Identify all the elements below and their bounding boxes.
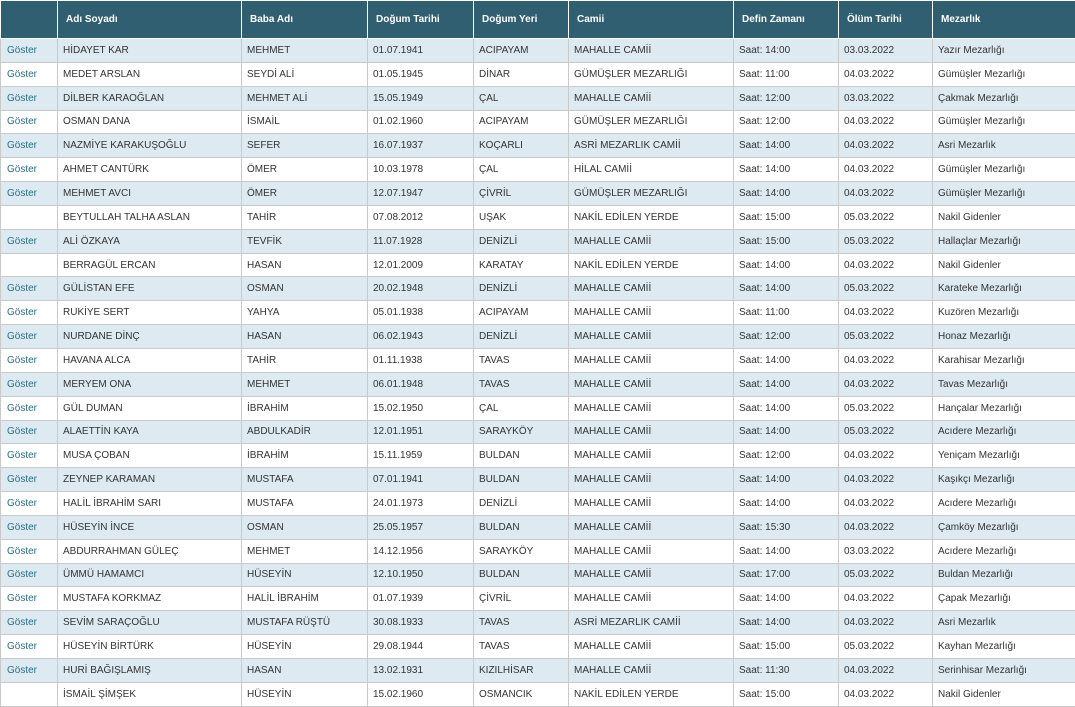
cell-birth-date: 29.08.1944 xyxy=(368,635,474,659)
table-row xyxy=(1,134,1075,158)
table-row xyxy=(1,420,1075,444)
cell-birth-place: ACIPAYAM xyxy=(474,110,569,134)
cell-mosque: MAHALLE CAMİİ xyxy=(569,587,734,611)
cell-birth-place: BULDAN xyxy=(474,444,569,468)
cell-birth-place: DİNAR xyxy=(474,62,569,86)
cell-cemetery: Serinhisar Mezarlığı xyxy=(933,658,1075,682)
cell-mosque: GÜMÜŞLER MEZARLIĞI xyxy=(569,62,734,86)
cell-cemetery: Kuzören Mezarlığı xyxy=(933,301,1075,325)
cell-cemetery: Gümüşler Mezarlığı xyxy=(933,62,1075,86)
table-row xyxy=(1,110,1075,134)
cell-birth-place: ÇİVRİL xyxy=(474,182,569,206)
show-button[interactable]: Göster xyxy=(1,110,58,134)
table-row xyxy=(1,62,1075,86)
cell-cemetery: Buldan Mezarlığı xyxy=(933,563,1075,587)
cell-birth-date: 13.02.1931 xyxy=(368,658,474,682)
cell-birth-date: 01.02.1960 xyxy=(368,110,474,134)
cell-burial-time: Saat: 14:00 xyxy=(734,372,839,396)
cell-death-date: 03.03.2022 xyxy=(839,86,933,110)
cell-cemetery: Nakil Gidenler xyxy=(933,205,1075,229)
cell-death-date: 04.03.2022 xyxy=(839,182,933,206)
cell-mosque: ASRİ MEZARLIK CAMİİ xyxy=(569,611,734,635)
cell-mosque: MAHALLE CAMİİ xyxy=(569,563,734,587)
table-row xyxy=(1,158,1075,182)
show-button[interactable]: Göster xyxy=(1,348,58,372)
table-row xyxy=(1,39,1075,63)
cell-birth-place: KOÇARLI xyxy=(474,134,569,158)
cell-birth-date: 24.01.1973 xyxy=(368,492,474,516)
show-button[interactable]: Göster xyxy=(1,539,58,563)
cell-mosque: MAHALLE CAMİİ xyxy=(569,396,734,420)
cell-mosque: MAHALLE CAMİİ xyxy=(569,277,734,301)
cell-death-date: 05.03.2022 xyxy=(839,205,933,229)
cell-birth-place: DENİZLİ xyxy=(474,325,569,349)
show-button[interactable]: Göster xyxy=(1,277,58,301)
cell-name: MERYEM ONA xyxy=(58,372,242,396)
cell-father-name: MUSTAFA xyxy=(242,492,368,516)
cell-death-date: 04.03.2022 xyxy=(839,348,933,372)
cell-cemetery: Acıdere Mezarlığı xyxy=(933,539,1075,563)
cell-birth-date: 06.01.1948 xyxy=(368,372,474,396)
cell-death-date: 05.03.2022 xyxy=(839,420,933,444)
cell-death-date: 04.03.2022 xyxy=(839,110,933,134)
cell-name: ALAETTİN KAYA xyxy=(58,420,242,444)
cell-burial-time: Saat: 14:00 xyxy=(734,39,839,63)
cell-burial-time: Saat: 17:00 xyxy=(734,563,839,587)
cell-mosque: GÜMÜŞLER MEZARLIĞI xyxy=(569,182,734,206)
cell-name: HALİL İBRAHİM SARI xyxy=(58,492,242,516)
cell-name: ALİ ÖZKAYA xyxy=(58,229,242,253)
cell-birth-date: 15.05.1949 xyxy=(368,86,474,110)
cell-birth-place: SARAYKÖY xyxy=(474,539,569,563)
cell-burial-time: Saat: 15:00 xyxy=(734,635,839,659)
show-button xyxy=(1,682,58,706)
cell-mosque: HİLAL CAMİİ xyxy=(569,158,734,182)
cell-name: GÜL DUMAN xyxy=(58,396,242,420)
cell-birth-date: 01.07.1939 xyxy=(368,587,474,611)
column-header-name[interactable]: Adı Soyadı xyxy=(58,1,242,39)
cell-birth-date: 12.10.1950 xyxy=(368,563,474,587)
show-button[interactable]: Göster xyxy=(1,372,58,396)
cell-birth-place: TAVAS xyxy=(474,372,569,396)
cell-burial-time: Saat: 12:00 xyxy=(734,325,839,349)
table-row xyxy=(1,587,1075,611)
show-button[interactable]: Göster xyxy=(1,396,58,420)
cell-burial-time: Saat: 14:00 xyxy=(734,396,839,420)
cell-birth-date: 05.01.1938 xyxy=(368,301,474,325)
cell-name: HİDAYET KAR xyxy=(58,39,242,63)
cell-birth-date: 12.07.1947 xyxy=(368,182,474,206)
cell-name: NAZMİYE KARAKUŞOĞLU xyxy=(58,134,242,158)
cell-father-name: MEHMET xyxy=(242,39,368,63)
show-button[interactable]: Göster xyxy=(1,325,58,349)
cell-birth-date: 25.05.1957 xyxy=(368,515,474,539)
cell-death-date: 05.03.2022 xyxy=(839,563,933,587)
cell-father-name: HASAN xyxy=(242,658,368,682)
cell-birth-date: 15.02.1950 xyxy=(368,396,474,420)
cell-birth-place: UŞAK xyxy=(474,205,569,229)
cell-birth-date: 12.01.1951 xyxy=(368,420,474,444)
show-button[interactable]: Göster xyxy=(1,420,58,444)
cell-name: SEVİM SARAÇOĞLU xyxy=(58,611,242,635)
cell-birth-date: 16.07.1937 xyxy=(368,134,474,158)
cell-name: MEDET ARSLAN xyxy=(58,62,242,86)
cell-burial-time: Saat: 12:00 xyxy=(734,110,839,134)
cell-mosque: MAHALLE CAMİİ xyxy=(569,492,734,516)
cell-birth-date: 12.01.2009 xyxy=(368,253,474,277)
cell-cemetery: Gümüşler Mezarlığı xyxy=(933,110,1075,134)
cell-death-date: 04.03.2022 xyxy=(839,611,933,635)
cell-birth-place: ACIPAYAM xyxy=(474,39,569,63)
cell-birth-date: 30.08.1933 xyxy=(368,611,474,635)
cell-birth-place: SARAYKÖY xyxy=(474,420,569,444)
cell-death-date: 05.03.2022 xyxy=(839,396,933,420)
cell-burial-time: Saat: 11:00 xyxy=(734,301,839,325)
cell-birth-date: 14.12.1956 xyxy=(368,539,474,563)
show-button[interactable]: Göster xyxy=(1,134,58,158)
table-row xyxy=(1,277,1075,301)
cell-birth-place: ACIPAYAM xyxy=(474,301,569,325)
table-row xyxy=(1,325,1075,349)
show-button[interactable]: Göster xyxy=(1,635,58,659)
show-button[interactable]: Göster xyxy=(1,444,58,468)
cell-father-name: ÖMER xyxy=(242,182,368,206)
cell-cemetery: Tavas Mezarlığı xyxy=(933,372,1075,396)
cell-birth-place: BULDAN xyxy=(474,563,569,587)
cell-name: İSMAİL ŞİMŞEK xyxy=(58,682,242,706)
cell-death-date: 04.03.2022 xyxy=(839,158,933,182)
table-row xyxy=(1,563,1075,587)
cell-cemetery: Kayhan Mezarlığı xyxy=(933,635,1075,659)
show-button xyxy=(1,205,58,229)
cell-birth-date: 07.08.2012 xyxy=(368,205,474,229)
cell-name: HÜSEYİN BİRTÜRK xyxy=(58,635,242,659)
cell-cemetery: Hallaçlar Mezarlığı xyxy=(933,229,1075,253)
cell-cemetery: Yeniçam Mezarlığı xyxy=(933,444,1075,468)
cell-burial-time: Saat: 14:00 xyxy=(734,158,839,182)
cell-burial-time: Saat: 12:00 xyxy=(734,86,839,110)
cell-birth-date: 15.11.1959 xyxy=(368,444,474,468)
cell-name: NURDANE DİNÇ xyxy=(58,325,242,349)
table-row xyxy=(1,182,1075,206)
cell-name: ABDURRAHMAN GÜLEÇ xyxy=(58,539,242,563)
cell-birth-date: 01.11.1938 xyxy=(368,348,474,372)
cell-death-date: 03.03.2022 xyxy=(839,539,933,563)
cell-name: HÜSEYİN İNCE xyxy=(58,515,242,539)
cell-birth-date: 01.05.1945 xyxy=(368,62,474,86)
cell-mosque: MAHALLE CAMİİ xyxy=(569,658,734,682)
cell-mosque: MAHALLE CAMİİ xyxy=(569,301,734,325)
cell-death-date: 05.03.2022 xyxy=(839,635,933,659)
cell-name: MUSTAFA KORKMAZ xyxy=(58,587,242,611)
cell-burial-time: Saat: 14:00 xyxy=(734,134,839,158)
cell-father-name: HASAN xyxy=(242,253,368,277)
cell-father-name: MUSTAFA RÜŞTÜ xyxy=(242,611,368,635)
cell-cemetery: Karahisar Mezarlığı xyxy=(933,348,1075,372)
cell-burial-time: Saat: 11:30 xyxy=(734,658,839,682)
table-header xyxy=(1,1,1075,39)
cell-birth-place: DENİZLİ xyxy=(474,492,569,516)
cell-burial-time: Saat: 14:00 xyxy=(734,587,839,611)
cell-birth-place: KARATAY xyxy=(474,253,569,277)
cell-father-name: HÜSEYİN xyxy=(242,563,368,587)
header-row xyxy=(1,1,1075,39)
table-row xyxy=(1,444,1075,468)
cell-mosque: MAHALLE CAMİİ xyxy=(569,515,734,539)
show-button[interactable]: Göster xyxy=(1,301,58,325)
cell-death-date: 04.03.2022 xyxy=(839,372,933,396)
cell-birth-place: OSMANCIK xyxy=(474,682,569,706)
cell-cemetery: Asri Mezarlık xyxy=(933,134,1075,158)
cell-name: ÜMMÜ HAMAMCI xyxy=(58,563,242,587)
table-row xyxy=(1,658,1075,682)
cell-death-date: 04.03.2022 xyxy=(839,587,933,611)
cell-birth-place: ÇAL xyxy=(474,396,569,420)
cell-death-date: 04.03.2022 xyxy=(839,444,933,468)
cell-birth-place: DENİZLİ xyxy=(474,277,569,301)
cell-birth-place: DENİZLİ xyxy=(474,229,569,253)
cell-mosque: MAHALLE CAMİİ xyxy=(569,635,734,659)
cell-mosque: MAHALLE CAMİİ xyxy=(569,444,734,468)
cell-father-name: İBRAHİM xyxy=(242,396,368,420)
show-button[interactable]: Göster xyxy=(1,468,58,492)
table-row xyxy=(1,611,1075,635)
cell-birth-date: 06.02.1943 xyxy=(368,325,474,349)
cell-mosque: NAKİL EDİLEN YERDE xyxy=(569,682,734,706)
table-row xyxy=(1,301,1075,325)
show-button[interactable]: Göster xyxy=(1,182,58,206)
cell-father-name: HALİL İBRAHİM xyxy=(242,587,368,611)
table-row xyxy=(1,515,1075,539)
cell-father-name: SEYDİ ALİ xyxy=(242,62,368,86)
table-row xyxy=(1,539,1075,563)
cell-name: MEHMET AVCI xyxy=(58,182,242,206)
cell-death-date: 04.03.2022 xyxy=(839,253,933,277)
cell-father-name: ÖMER xyxy=(242,158,368,182)
cell-burial-time: Saat: 15:30 xyxy=(734,515,839,539)
show-button[interactable]: Göster xyxy=(1,563,58,587)
cell-name: ZEYNEP KARAMAN xyxy=(58,468,242,492)
cell-mosque: MAHALLE CAMİİ xyxy=(569,229,734,253)
table-row xyxy=(1,86,1075,110)
cell-birth-date: 11.07.1928 xyxy=(368,229,474,253)
cell-mosque: MAHALLE CAMİİ xyxy=(569,372,734,396)
show-button[interactable]: Göster xyxy=(1,86,58,110)
show-button[interactable]: Göster xyxy=(1,39,58,63)
table-row xyxy=(1,468,1075,492)
show-button[interactable]: Göster xyxy=(1,611,58,635)
cell-father-name: MEHMET ALİ xyxy=(242,86,368,110)
cell-mosque: MAHALLE CAMİİ xyxy=(569,86,734,110)
cell-cemetery: Honaz Mezarlığı xyxy=(933,325,1075,349)
cell-burial-time: Saat: 14:00 xyxy=(734,420,839,444)
cell-father-name: OSMAN xyxy=(242,515,368,539)
table-row xyxy=(1,348,1075,372)
cell-burial-time: Saat: 14:00 xyxy=(734,611,839,635)
cell-birth-place: BULDAN xyxy=(474,468,569,492)
cell-cemetery: Yazır Mezarlığı xyxy=(933,39,1075,63)
cell-mosque: MAHALLE CAMİİ xyxy=(569,348,734,372)
cell-cemetery: Çakmak Mezarlığı xyxy=(933,86,1075,110)
cell-mosque: GÜMÜŞLER MEZARLIĞI xyxy=(569,110,734,134)
cell-birth-date: 01.07.1941 xyxy=(368,39,474,63)
column-header-death-date[interactable]: Ölüm Tarihi xyxy=(839,1,933,39)
cell-birth-date: 20.02.1948 xyxy=(368,277,474,301)
show-button[interactable]: Göster xyxy=(1,587,58,611)
table-row xyxy=(1,205,1075,229)
cell-birth-place: ÇİVRİL xyxy=(474,587,569,611)
table-row xyxy=(1,682,1075,706)
cell-death-date: 04.03.2022 xyxy=(839,301,933,325)
column-header-cemetery[interactable]: Mezarlık xyxy=(933,1,1075,39)
cell-father-name: MEHMET xyxy=(242,372,368,396)
cell-burial-time: Saat: 15:00 xyxy=(734,205,839,229)
cell-name: GÜLİSTAN EFE xyxy=(58,277,242,301)
cell-cemetery: Acıdere Mezarlığı xyxy=(933,420,1075,444)
cell-name: DİLBER KARAOĞLAN xyxy=(58,86,242,110)
cell-cemetery: Karateke Mezarlığı xyxy=(933,277,1075,301)
column-header-action xyxy=(1,1,58,39)
cell-mosque: MAHALLE CAMİİ xyxy=(569,468,734,492)
cell-mosque: MAHALLE CAMİİ xyxy=(569,420,734,444)
cell-name: OSMAN DANA xyxy=(58,110,242,134)
cell-burial-time: Saat: 14:00 xyxy=(734,492,839,516)
column-header-mosque[interactable]: Camii xyxy=(569,1,734,39)
table-row xyxy=(1,229,1075,253)
table-row xyxy=(1,372,1075,396)
cell-burial-time: Saat: 15:00 xyxy=(734,229,839,253)
cell-cemetery: Nakil Gidenler xyxy=(933,253,1075,277)
cell-mosque: MAHALLE CAMİİ xyxy=(569,325,734,349)
cell-father-name: İSMAİL xyxy=(242,110,368,134)
cell-birth-date: 07.01.1941 xyxy=(368,468,474,492)
cell-death-date: 04.03.2022 xyxy=(839,658,933,682)
cell-father-name: TAHİR xyxy=(242,205,368,229)
cell-mosque: NAKİL EDİLEN YERDE xyxy=(569,253,734,277)
table-row xyxy=(1,253,1075,277)
cell-name: BEYTULLAH TALHA ASLAN xyxy=(58,205,242,229)
cell-mosque: MAHALLE CAMİİ xyxy=(569,39,734,63)
cell-death-date: 04.03.2022 xyxy=(839,515,933,539)
table-row xyxy=(1,492,1075,516)
table-row xyxy=(1,635,1075,659)
cell-father-name: İBRAHİM xyxy=(242,444,368,468)
cell-father-name: SEFER xyxy=(242,134,368,158)
cell-cemetery: Asri Mezarlık xyxy=(933,611,1075,635)
cell-death-date: 04.03.2022 xyxy=(839,62,933,86)
cell-birth-place: BULDAN xyxy=(474,515,569,539)
cell-name: AHMET CANTÜRK xyxy=(58,158,242,182)
cell-death-date: 04.03.2022 xyxy=(839,682,933,706)
show-button xyxy=(1,253,58,277)
cell-name: HAVANA ALCA xyxy=(58,348,242,372)
cell-cemetery: Çapak Mezarlığı xyxy=(933,587,1075,611)
cell-father-name: HÜSEYİN xyxy=(242,682,368,706)
cell-father-name: MUSTAFA xyxy=(242,468,368,492)
cell-father-name: OSMAN xyxy=(242,277,368,301)
cell-birth-place: ÇAL xyxy=(474,158,569,182)
cell-birth-place: TAVAS xyxy=(474,635,569,659)
cell-mosque: ASRİ MEZARLIK CAMİİ xyxy=(569,134,734,158)
cell-burial-time: Saat: 15:00 xyxy=(734,682,839,706)
column-header-burial-time[interactable]: Defin Zamanı xyxy=(734,1,839,39)
cell-burial-time: Saat: 14:00 xyxy=(734,539,839,563)
cell-birth-place: KIZILHİSAR xyxy=(474,658,569,682)
show-button[interactable]: Göster xyxy=(1,158,58,182)
cell-father-name: ABDULKADİR xyxy=(242,420,368,444)
cell-burial-time: Saat: 12:00 xyxy=(734,444,839,468)
cell-cemetery: Çamköy Mezarlığı xyxy=(933,515,1075,539)
cell-father-name: HASAN xyxy=(242,325,368,349)
cell-burial-time: Saat: 14:00 xyxy=(734,277,839,301)
show-button[interactable]: Göster xyxy=(1,515,58,539)
cell-cemetery: Hançalar Mezarlığı xyxy=(933,396,1075,420)
cell-cemetery: Acıdere Mezarlığı xyxy=(933,492,1075,516)
cell-cemetery: Kaşıkçı Mezarlığı xyxy=(933,468,1075,492)
cell-death-date: 03.03.2022 xyxy=(839,39,933,63)
column-header-father[interactable]: Baba Adı xyxy=(242,1,368,39)
show-button[interactable]: Göster xyxy=(1,229,58,253)
cell-name: RUKİYE SERT xyxy=(58,301,242,325)
cell-name: BERRAGÜL ERCAN xyxy=(58,253,242,277)
cell-mosque: MAHALLE CAMİİ xyxy=(569,539,734,563)
cell-birth-place: TAVAS xyxy=(474,348,569,372)
cell-father-name: TEVFİK xyxy=(242,229,368,253)
cell-father-name: YAHYA xyxy=(242,301,368,325)
cell-birth-place: TAVAS xyxy=(474,611,569,635)
column-header-birth-place[interactable]: Doğum Yeri xyxy=(474,1,569,39)
cell-death-date: 05.03.2022 xyxy=(839,325,933,349)
show-button[interactable]: Göster xyxy=(1,62,58,86)
cell-burial-time: Saat: 14:00 xyxy=(734,253,839,277)
cell-burial-time: Saat: 14:00 xyxy=(734,348,839,372)
cell-mosque: NAKİL EDİLEN YERDE xyxy=(569,205,734,229)
cell-cemetery: Nakil Gidenler xyxy=(933,682,1075,706)
show-button[interactable]: Göster xyxy=(1,658,58,682)
cell-father-name: MEHMET xyxy=(242,539,368,563)
table-row xyxy=(1,396,1075,420)
cell-cemetery: Gümüşler Mezarlığı xyxy=(933,182,1075,206)
cell-cemetery: Gümüşler Mezarlığı xyxy=(933,158,1075,182)
cell-birth-date: 10.03.1978 xyxy=(368,158,474,182)
cell-father-name: TAHİR xyxy=(242,348,368,372)
show-button[interactable]: Göster xyxy=(1,492,58,516)
cell-death-date: 05.03.2022 xyxy=(839,229,933,253)
cell-death-date: 04.03.2022 xyxy=(839,468,933,492)
table-body xyxy=(1,39,1075,707)
cell-birth-place: ÇAL xyxy=(474,86,569,110)
cell-name: HURİ BAĞIŞLAMIŞ xyxy=(58,658,242,682)
cell-death-date: 04.03.2022 xyxy=(839,134,933,158)
cell-father-name: HÜSEYİN xyxy=(242,635,368,659)
cell-burial-time: Saat: 14:00 xyxy=(734,182,839,206)
cell-burial-time: Saat: 11:00 xyxy=(734,62,839,86)
cell-birth-date: 15.02.1960 xyxy=(368,682,474,706)
cell-burial-time: Saat: 14:00 xyxy=(734,468,839,492)
cell-death-date: 04.03.2022 xyxy=(839,492,933,516)
cell-name: MUSA ÇOBAN xyxy=(58,444,242,468)
column-header-birth-date[interactable]: Doğum Tarihi xyxy=(368,1,474,39)
cell-death-date: 05.03.2022 xyxy=(839,277,933,301)
